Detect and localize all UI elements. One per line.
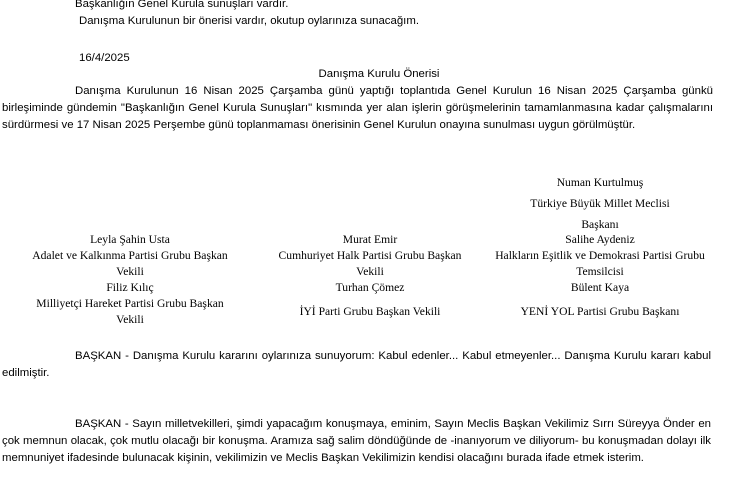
signatory-role-cont: Vekili — [116, 265, 144, 278]
speaker-title: Başkanı — [581, 218, 619, 231]
signatory-left-1 — [10, 232, 250, 280]
signatory-middle-1 — [250, 232, 490, 280]
signatory-role: Adalet ve Kalkınma Partisi Grubu Başkan — [32, 249, 228, 262]
vote-paragraph — [2, 348, 711, 382]
speaker-name: Numan Kurtulmuş — [556, 176, 644, 189]
vote-text: BAŞKAN - Danışma Kurulu kararını oylarınıza sunuyorum: Kabul edenler... Kabul etmeyenler... Danışma Kurulu kararı kabul edilmiştir. — [2, 350, 711, 379]
signatory-name: Filiz Kılıç — [106, 281, 154, 294]
signatory-right-1 — [480, 232, 720, 280]
signatory-left-2 — [10, 280, 250, 328]
proposal-intro: Danışma Kurulunun bir önerisi vardır, okutup oylarınıza sunacağım. — [79, 15, 419, 27]
signatory-role-cont: Vekili — [116, 313, 144, 326]
speaker-block — [500, 172, 700, 235]
signatory-name: Turhan Çömez — [335, 281, 405, 294]
signatory-right-2 — [480, 280, 720, 320]
signatory-role: İYİ Parti Grubu Başkan Vekili — [299, 305, 441, 318]
signatory-role: Cumhuriyet Halk Partisi Grubu Başkan — [278, 249, 462, 262]
signatory-role-cont: Temsilcisi — [576, 265, 624, 278]
document-date: 16/4/2025 — [79, 52, 130, 64]
presidency-announcement: Başkanlığın Genel Kurula sunuşları vardır. — [75, 0, 289, 10]
signatory-role-cont: Vekili — [356, 265, 384, 278]
signatory-role: Milliyetçi Hareket Partisi Grubu Başkan — [36, 297, 224, 310]
signatory-name: Salihe Aydeniz — [565, 233, 635, 246]
proposal-body-text: Danışma Kurulunun 16 Nisan 2025 Çarşamba günü yaptığı toplantıda Genel Kurulun 16 Nisan 2025 Çarşamba günkü birleşiminde gündemin "Başkanlığın Genel Kurula Sunuşları" kısmında yer alan işlerin görüşmelerinin tamamlanmasına kadar çalışmalarını sürdürmesi ve 17 Nisan 2025 Perşembe günü toplanmaması önerisinin Genel Kurulun onayına sunulması uygun görülmüştür. — [2, 85, 713, 131]
signatory-name: Bülent Kaya — [570, 281, 630, 294]
signatory-role: YENİ YOL Partisi Grubu Başkanı — [520, 305, 680, 318]
proposal-body — [2, 83, 713, 134]
proposal-title: Danışma Kurulu Önerisi — [318, 68, 440, 80]
signatory-name: Murat Emir — [342, 233, 398, 246]
signatory-name: Leyla Şahin Usta — [90, 233, 170, 246]
speech-paragraph — [2, 416, 711, 467]
signatory-middle-2 — [250, 280, 490, 320]
speech-text: BAŞKAN - Sayın milletvekilleri, şimdi yapacağım konuşmaya, eminim, Sayın Meclis Başkan Vekilimiz Sırrı Süreyya Önder en çok memnun olacak, çok mutlu olacağı bir konuşma. Aramıza sağ salim döndüğünde de -inanıyorum ve diliyorum- bu konuşmadan dolayı ilk memnuniyet ifadesinde bulunacak kişinin, vekilimizin ve Meclis Başkan Vekilimizin kendisi olacağını burada ifade etmek isterim. — [2, 418, 711, 464]
speaker-org: Türkiye Büyük Millet Meclisi — [530, 197, 670, 210]
signatory-role: Halkların Eşitlik ve Demokrasi Partisi Grubu — [495, 249, 705, 262]
